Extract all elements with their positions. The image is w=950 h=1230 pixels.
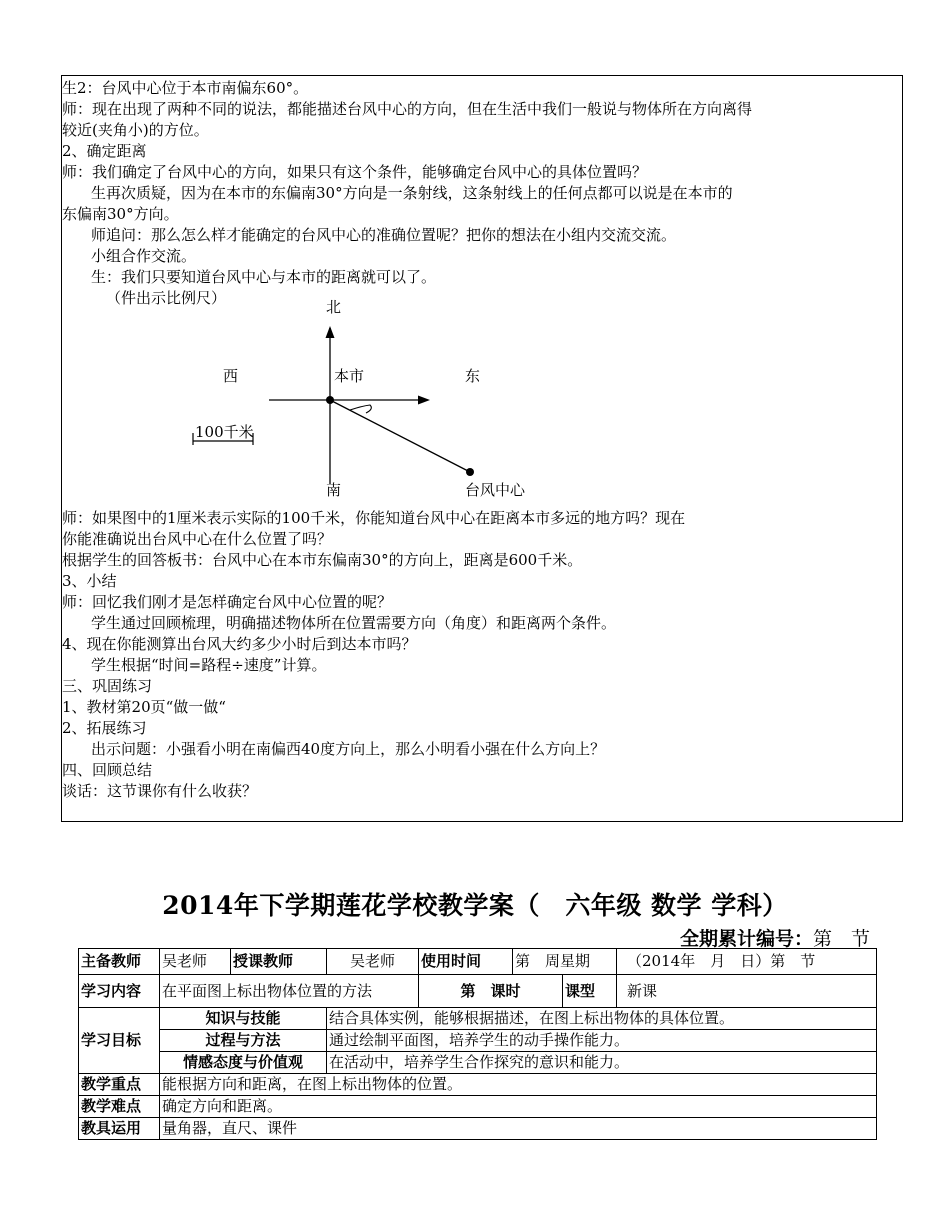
text-line: 东偏南30°方向。 bbox=[62, 205, 179, 223]
text-line: 4、现在你能测算出台风大约多少小时后到达本市吗？ bbox=[62, 635, 417, 653]
city-label: 本市 bbox=[334, 367, 365, 385]
text-line: 师：如果图中的1厘米表示实际的100千米，你能知道台风中心在距离本市多远的地方吗？现在 bbox=[62, 509, 686, 527]
goal-name: 情感态度与价值观 bbox=[160, 1052, 327, 1074]
table-row bbox=[79, 1074, 877, 1096]
south-label: 南 bbox=[326, 481, 342, 499]
type-label: 课型 bbox=[563, 975, 617, 1008]
goals-label: 学习目标 bbox=[79, 1008, 160, 1074]
text-line: 2、拓展练习 bbox=[62, 719, 147, 737]
text-line: 生再次质疑，因为在本市的东偏南30°方向是一条射线，这条射线上的任何点都可以说是在本市的 bbox=[91, 184, 733, 202]
text-line: 四、回顾总结 bbox=[62, 761, 153, 779]
teacher-value: 吴老师 bbox=[160, 949, 231, 975]
text-line: 师：我们确定了台风中心的方向，如果只有这个条件，能够确定台风中心的具体位置吗？ bbox=[62, 163, 648, 181]
text-line: 生：我们只要知道台风中心与本市的距离就可以了。 bbox=[91, 268, 437, 286]
table-row bbox=[79, 1118, 877, 1140]
scale-label: 100千米 bbox=[195, 423, 254, 441]
text-line: 生2：台风中心位于本市南偏东60°。 bbox=[62, 79, 309, 97]
text-line: 学生根据“时间=路程÷速度”计算。 bbox=[91, 656, 327, 674]
tools-label: 教具运用 bbox=[79, 1118, 160, 1140]
table-row bbox=[79, 1030, 877, 1052]
table-row bbox=[79, 975, 877, 1008]
lesson-info-table bbox=[78, 948, 877, 1140]
west-label: 西 bbox=[223, 367, 239, 385]
text-line: 三、巩固练习 bbox=[62, 677, 153, 695]
text-line: （件出示比例尺） bbox=[106, 289, 227, 307]
difficulty-value: 确定方向和距离。 bbox=[160, 1096, 877, 1118]
east-label: 东 bbox=[465, 367, 481, 385]
serial-label: 全期累计编号： bbox=[679, 928, 813, 950]
direction-diagram bbox=[62, 76, 904, 516]
content-value: 在平面图上标出物体位置的方法 bbox=[160, 975, 419, 1008]
typhoon-point bbox=[466, 468, 474, 476]
text-line: 学生通过回顾梳理，明确描述物体所在位置需要方向（角度）和距离两个条件。 bbox=[91, 614, 617, 632]
key-value: 能根据方向和距离，在图上标出物体的位置。 bbox=[160, 1074, 877, 1096]
type-value: 新课 bbox=[617, 975, 877, 1008]
north-arrow-icon bbox=[326, 326, 335, 338]
time-label: 使用时间 bbox=[419, 949, 513, 975]
text-line: 出示问题：小强看小明在南偏西40度方向上，那么小明看小强在什么方向上？ bbox=[91, 740, 606, 758]
table-row bbox=[79, 1008, 877, 1030]
lecturer-value: 吴老师 bbox=[327, 949, 419, 975]
text-line: 师：回忆我们刚才是怎样确定台风中心位置的呢？ bbox=[62, 593, 393, 611]
text-line: 师：现在出现了两种不同的说法，都能描述台风中心的方向，但在生活中我们一般说与物体所在方向离得 bbox=[62, 100, 753, 118]
key-label: 教学重点 bbox=[79, 1074, 160, 1096]
text-line: 小组合作交流。 bbox=[91, 247, 197, 265]
table-row bbox=[79, 949, 877, 975]
table-row bbox=[79, 1052, 877, 1074]
page-title: 2014年下学期莲花学校教学案（ 六年级 数学 学科） bbox=[162, 891, 788, 920]
difficulty-label: 教学难点 bbox=[79, 1096, 160, 1118]
text-line: 师追问：那么怎么样才能确定的台风中心的准确位置呢？把你的想法在小组内交流交流。 bbox=[91, 226, 677, 244]
east-arrow-icon bbox=[418, 396, 430, 405]
time-date: （2014年 月 日）第 节 bbox=[617, 949, 877, 975]
text-line: 你能准确说出台风中心在什么位置了吗？ bbox=[62, 530, 333, 548]
text-line: 1、教材第20页“做一做“ bbox=[62, 698, 226, 716]
time-week: 第 周星期 bbox=[513, 949, 617, 975]
text-line: 3、小结 bbox=[62, 572, 117, 590]
serial-value: 第 节 bbox=[812, 928, 870, 950]
lesson-process-box bbox=[61, 75, 903, 822]
text-line: 根据学生的回答板书：台风中心在本市东偏南30°的方向上，距离是600千米。 bbox=[62, 551, 583, 569]
content-label: 学习内容 bbox=[79, 975, 160, 1008]
serial-number bbox=[680, 924, 870, 951]
goal-name: 过程与方法 bbox=[160, 1030, 327, 1052]
city-point bbox=[326, 396, 334, 404]
teacher-label: 主备教师 bbox=[79, 949, 160, 975]
goal-name: 知识与技能 bbox=[160, 1008, 327, 1030]
typhoon-label: 台风中心 bbox=[465, 481, 526, 499]
table-row bbox=[79, 1096, 877, 1118]
text-line: 谈话：这节课你有什么收获？ bbox=[62, 782, 258, 800]
lecturer-label: 授课教师 bbox=[231, 949, 327, 975]
goal-text: 在活动中，培养学生合作探究的意识和能力。 bbox=[327, 1052, 877, 1074]
text-line: 较近(夹角小)的方位。 bbox=[62, 121, 209, 139]
text-line: 2、确定距离 bbox=[62, 142, 147, 160]
typhoon-direction-line bbox=[330, 400, 470, 472]
north-label: 北 bbox=[326, 298, 342, 316]
tools-value: 量角器，直尺、课件 bbox=[160, 1118, 877, 1140]
goal-text: 结合具体实例，能够根据描述，在图上标出物体的具体位置。 bbox=[327, 1008, 877, 1030]
goal-text: 通过绘制平面图，培养学生的动手操作能力。 bbox=[327, 1030, 877, 1052]
period-label: 第 课时 bbox=[419, 975, 563, 1008]
